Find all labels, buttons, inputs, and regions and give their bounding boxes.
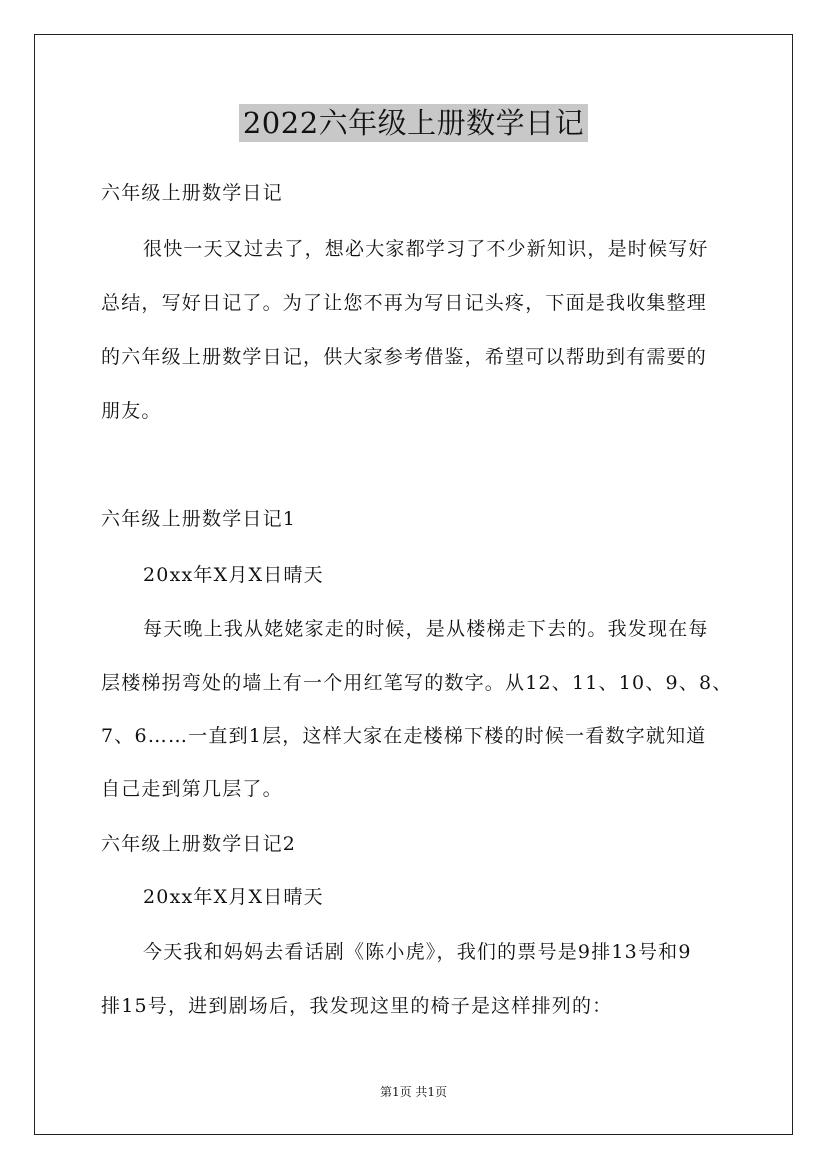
diary-1-line-1: 每天晚上我从姥姥家走的时候，是从楼梯走下去的。我发现在每 [143, 618, 709, 640]
diary-2-heading: 六年级上册数学日记2 [101, 833, 297, 855]
diary-1-line-2: 层楼梯拐弯处的墙上有一个用红笔写的数字。从12、11、10、9、8、 [101, 672, 733, 694]
intro-heading: 六年级上册数学日记 [101, 182, 283, 204]
intro-paragraph-line-4: 朋友。 [101, 400, 162, 422]
diary-1-heading: 六年级上册数学日记1 [101, 508, 297, 530]
title-container [0, 104, 827, 142]
diary-2-line-1: 今天我和妈妈去看话剧《陈小虎》，我们的票号是9排13号和9 [143, 941, 692, 963]
diary-1-date: 20xx年X月X日晴天 [143, 564, 324, 586]
diary-2-line-2: 排15号，进到剧场后，我发现这里的椅子是这样排列的： [101, 995, 613, 1017]
diary-1-line-3: 7、6……一直到1层，这样大家在走楼梯下楼的时候一看数字就知道 [101, 725, 707, 747]
diary-2-date: 20xx年X月X日晴天 [143, 886, 324, 908]
intro-paragraph-line-2: 总结，写好日记了。为了让您不再为写日记头疼，下面是我收集整理 [101, 292, 708, 314]
page-number-footer: 第1页 共1页 [379, 1085, 448, 1099]
intro-paragraph-line-3: 的六年级上册数学日记，供大家参考借鉴，希望可以帮助到有需要的 [101, 346, 708, 368]
document-title: 2022六年级上册数学日记 [239, 104, 588, 142]
intro-paragraph-line-1: 很快一天又过去了，想必大家都学习了不少新知识，是时候写好 [143, 238, 709, 260]
diary-1-line-4: 自己走到第几层了。 [101, 778, 283, 800]
